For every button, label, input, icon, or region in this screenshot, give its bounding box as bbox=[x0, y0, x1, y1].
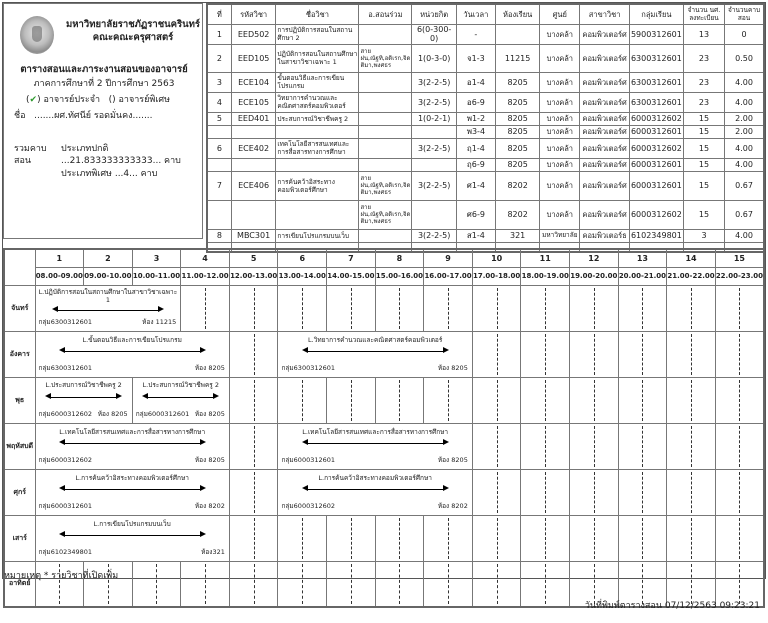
class-block[interactable]: L.ประสบการณ์วิชาชีพครู 2 กลุ่ม6000312602 ห้อง 8205 bbox=[35, 377, 132, 423]
day-row-thursday bbox=[4, 423, 764, 469]
col-name: ชื่อวิชา bbox=[276, 4, 359, 24]
table-row: ฤ6-9 8205 บางคล้า คอมพิวเตอร์ศ 6000312601 15 4.00 bbox=[207, 158, 764, 171]
type-special-label: อาจารย์พิเศษ bbox=[118, 95, 171, 105]
table-row: 7 ECE406 การค้นคว้าอิสระทางคอมพิวเตอร์ศึกษา สายฝน,ณัฐทิ,อดิเรก,จิดติมา,พงศธร 3(2-2-5) ศ1-4 8202 บางคล้า คอมพิวเตอร์ศ 6000312601 15 0.67 bbox=[207, 171, 764, 200]
table-row: 8 MBC301 การเขียนโปรแกรมบนเว็บ 3(2-2-5) ส1-4 321 มหาวิทยาลัย คอมพิวเตอร์ธ 6102349801 3 4.00 bbox=[207, 229, 764, 242]
class-block[interactable]: L.วิทยาการคำนวณและคณิตศาสตร์คอมพิวเตอร์ กลุ่ม6300312601 ห้อง 8205 bbox=[278, 331, 472, 377]
duration-arrow-icon bbox=[146, 397, 215, 398]
col-center: ศูนย์ bbox=[540, 4, 580, 24]
table-row: พ3-4 8205 บางคล้า คอมพิวเตอร์ศ 6000312601 15 2.00 bbox=[207, 125, 764, 138]
day-row-friday bbox=[4, 469, 764, 515]
day-label: อาทิตย์ bbox=[4, 561, 35, 607]
table-row: 2 EED105 ปฏิบัติการสอนในสถานศึกษาในสาขาวิชาเฉพาะ 1 สายฝน,ณัฐทิ,อดิเรก,จิดติมา,พงศธร 1(0-3-0) จ1-3 11215 บางคล้า คอมพิวเตอร์ศ 6300312601 23 0.50 bbox=[207, 44, 764, 72]
class-block[interactable]: L.ปฏิบัติการสอนในสถานศึกษาในสาขาวิชาเฉพาะ 1 กลุ่ม6300312601 ห้อง 11215 bbox=[35, 285, 181, 331]
table-row: 5 EED401 ประสบการณ์วิชาชีพครู 2 1(0-2-1) พ1-2 8205 บางคล้า คอมพิวเตอร์ศ 6000312602 15 2.00 bbox=[207, 112, 764, 125]
table-row: 6 ECE402 เทคโนโลยีสารสนเทศและการสื่อสารทางการศึกษา 3(2-2-5) ฤ1-4 8205 บางคล้า คอมพิวเตอร์ศ 6000312602 15 4.00 bbox=[207, 138, 764, 158]
class-block[interactable]: L.ประสบการณ์วิชาชีพครู 2 กลุ่ม6000312601 ห้อง 8205 bbox=[132, 377, 229, 423]
weekly-timetable bbox=[3, 248, 765, 608]
class-block[interactable]: L.เทคโนโลยีสารสนเทศและการสื่อสารทางการศึกษา กลุ่ม6000312602 ห้อง 8205 bbox=[35, 423, 229, 469]
summary-special: ประเภทพิเศษ ...4... คาบ bbox=[61, 169, 158, 179]
class-block[interactable]: L.ขั้นตอนวิธีและการเขียนโปรแกรม กลุ่ม6300312601 ห้อง 8205 bbox=[35, 331, 229, 377]
duration-arrow-icon bbox=[306, 489, 445, 490]
period-number-row: 1 2 3 4 5 6 7 8 9 10 11 12 13 14 15 bbox=[4, 249, 764, 267]
class-block[interactable]: L.การเขียนโปรแกรมบนเว็บ กลุ่ม6102349801 ห้อง321 bbox=[35, 515, 229, 561]
day-row-wednesday bbox=[4, 377, 764, 423]
day-label: อังคาร bbox=[4, 331, 35, 377]
course-table-header bbox=[207, 4, 764, 24]
day-row-saturday bbox=[4, 515, 764, 561]
class-block[interactable]: L.การค้นคว้าอิสระทางคอมพิวเตอร์ศึกษา กลุ่ม6000312601 ห้อง 8202 bbox=[35, 469, 229, 515]
summary-label: รวมคาบ bbox=[14, 144, 47, 154]
period-time-row: 08.00-09.00 09.00-10.00 10.00-11.00 11.00-12.00 12.00-13.00 13.00-14.00 14.00-15.00 15.00-16.00 16.00-17.00 17.00-18.00 18.00-19.00 19.00-20.00 20.00-21.00 21.00-22.00 22.00-23.00 bbox=[4, 267, 764, 285]
col-code: รหัสวิชา bbox=[231, 4, 276, 24]
day-label: พุธ bbox=[4, 377, 35, 423]
col-coteacher: อ.สอนร่วม bbox=[359, 4, 412, 24]
table-row: 4 ECE105 วิทยาการคำนวณและคณิตศาสตร์คอมพิวเตอร์ 3(2-2-5) อ6-9 8205 บางคล้า คอมพิวเตอร์ศ 6300312601 23 4.00 bbox=[207, 92, 764, 112]
print-timestamp: วันที่พิมพ์ตารางสอน 07/12/2563 09:23:21 bbox=[584, 601, 760, 611]
duration-arrow-icon bbox=[63, 443, 202, 444]
class-block[interactable]: L.เทคโนโลยีสารสนเทศและการสื่อสารทางการศึกษา กลุ่ม6000312601 ห้อง 8205 bbox=[278, 423, 472, 469]
summary-normal-value: ...21.833333333333... คาบ bbox=[61, 156, 181, 166]
col-students: จำนวน นศ. ลงทะเบียน bbox=[683, 4, 724, 24]
teacher-type: (✔) อาจารย์ประจำ () อาจารย์พิเศษ bbox=[26, 95, 171, 105]
class-block[interactable]: L.การค้นคว้าอิสระทางคอมพิวเตอร์ศึกษา กลุ่ม6000312602 ห้อง 8202 bbox=[278, 469, 472, 515]
col-credit: หน่วยกิต bbox=[412, 4, 456, 24]
teacher-name: ชื่อ .......ผศ.ทัศนีย์ รอดมั่นคง....... bbox=[14, 111, 153, 121]
day-row-tuesday bbox=[4, 331, 764, 377]
day-label: พฤหัสบดี bbox=[4, 423, 35, 469]
semester-label: ภาคการศึกษาที่ 2 ปีการศึกษา 2563 bbox=[33, 79, 175, 89]
table-row: 3 ECE104 ขั้นตอนวิธีและการเขียนโปรแกรม 3(2-2-5) อ1-4 8205 บางคล้า คอมพิวเตอร์ศ 6300312601 23 4.00 bbox=[207, 72, 764, 92]
type-regular-label: อาจารย์ประจำ bbox=[43, 95, 101, 105]
page-title: ตารางสอนและภาระงานสอนของอาจารย์ bbox=[20, 64, 188, 75]
duration-arrow-icon bbox=[49, 397, 118, 398]
day-label: ศุกร์ bbox=[4, 469, 35, 515]
duration-arrow-icon bbox=[63, 489, 202, 490]
table-row: สายฝน,ณัฐทิ,อดิเรก,จิดติมา,พงศธร ศ6-9 8202 บางคล้า คอมพิวเตอร์ศ 6000312602 15 0.67 bbox=[207, 200, 764, 229]
summary-label-2: สอน bbox=[14, 156, 32, 166]
col-room: ห้องเรียน bbox=[495, 4, 539, 24]
col-group: กลุ่มเรียน bbox=[629, 4, 683, 24]
col-major: สาขาวิชา bbox=[580, 4, 630, 24]
teacher-info-panel bbox=[3, 3, 203, 239]
footnote: หมายเหตุ * รายวิชาที่เปิดเพิ่ม bbox=[4, 571, 119, 581]
course-table bbox=[206, 3, 765, 253]
duration-arrow-icon bbox=[63, 351, 202, 352]
checkmark-icon: ✔ bbox=[29, 95, 38, 105]
duration-arrow-icon bbox=[63, 535, 202, 536]
col-periods: จำนวนคาบสอน bbox=[725, 4, 764, 24]
table-row: 1 EED502 การปฏิบัติการสอนในสถานศึกษา 2 6(0-300-0) - บางคล้า คอมพิวเตอร์ศ 5900312601 13 0 bbox=[207, 24, 764, 44]
university-seal-icon bbox=[20, 16, 54, 54]
col-time: วันเวลา bbox=[456, 4, 495, 24]
faculty-name: คณะคณะครุศาสตร์ bbox=[92, 32, 174, 43]
day-row-monday bbox=[4, 285, 764, 331]
duration-arrow-icon bbox=[306, 443, 445, 444]
day-label: จันทร์ bbox=[4, 285, 35, 331]
col-no: ที่ bbox=[207, 4, 231, 24]
summary-normal-label: ประเภทปกติ bbox=[61, 144, 109, 154]
duration-arrow-icon bbox=[56, 310, 160, 311]
day-label: เสาร์ bbox=[4, 515, 35, 561]
university-name: มหาวิทยาลัยราชภัฏราชนครินทร์ คณะคณะครุศาสตร์ bbox=[62, 18, 204, 44]
duration-arrow-icon bbox=[306, 351, 445, 352]
